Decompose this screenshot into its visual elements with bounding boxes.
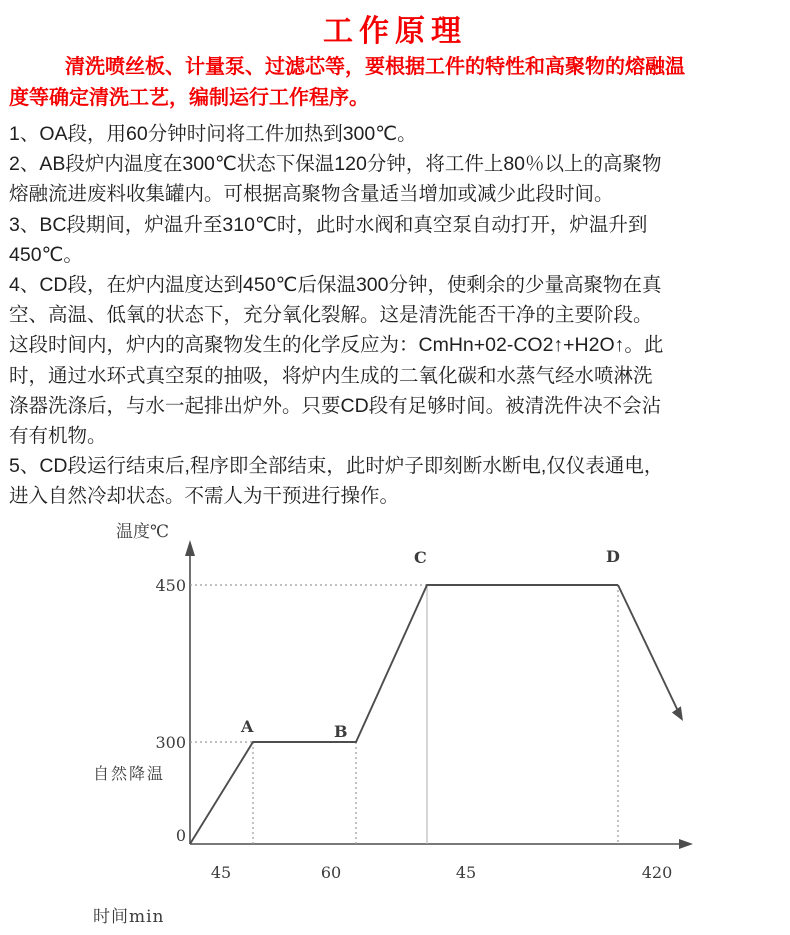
- x-tick-45b: 45: [455, 862, 477, 882]
- y-axis-label: 温度℃: [116, 521, 170, 542]
- cooling-segment: [618, 585, 678, 711]
- point-label-b: B: [334, 721, 348, 741]
- y-tick-450: 450: [155, 575, 186, 595]
- intro-paragraph: [9, 52, 781, 114]
- point-label-d: D: [606, 546, 620, 566]
- temperature-time-chart: [0, 515, 790, 935]
- point-label-a: A: [241, 716, 254, 736]
- body-line-10: 涤器洗涤后，与水一起排出炉外。只要CD段有足够时间。被清洗件决不会沾: [9, 394, 662, 417]
- body-line-8: 这段时间内，炉内的高聚物发生的化学反应为：CmHn+02-CO2↑+H2O↑。此: [9, 334, 664, 357]
- body-line-9: 时，通过水环式真空泵的抽吸，将炉内生成的二氧化碳和水蒸气经水喷淋洗: [9, 364, 653, 387]
- y-tick-0: 0: [175, 825, 186, 845]
- x-axis-label: 时间min: [93, 906, 165, 927]
- body-line-11: 有有机物。: [9, 425, 107, 448]
- x-tick-45a: 45: [210, 862, 232, 882]
- body-line-1: 1、OA段，用60分钟时问将工件加热到300℃。: [9, 123, 417, 145]
- intro-line: 清洗喷丝板、计量泵、过滤芯等，要根据工件的特性和高聚物的熔融温: [65, 56, 685, 78]
- temperature-curve: [190, 585, 618, 844]
- intro-line: 度等确定清洗工艺，编制运行工作程序。: [9, 87, 369, 109]
- x-axis-arrowhead-icon: [679, 839, 693, 849]
- body-line-13: 进入自然冷却状态。不需人为干预进行操作。: [9, 485, 400, 508]
- body-line-2: 2、AB段炉内温度在300℃状态下保温120分钟，将工件上80％以上的高聚物: [9, 153, 662, 176]
- y-axis-arrowhead-icon: [185, 540, 195, 556]
- body-line-6: 4、CD段，在炉内温度达到450℃后保温300分钟，使剩余的少量高聚物在真: [9, 274, 662, 297]
- body-line-4: 3、BC段期间，炉温升至310℃时，此时水阀和真空泵自动打开，炉温升到: [9, 213, 648, 236]
- body-line-5: 450℃。: [9, 243, 83, 266]
- document-page: [0, 6, 790, 935]
- body-line-7: 空、高温、低氧的状态下，充分氧化裂解。这是清洗能否干净的主要阶段。: [9, 304, 653, 327]
- body-line-3: 熔融流进废料收集罐内。可根据高聚物含量适当增加或减少此段时间。: [9, 183, 614, 206]
- point-label-c: C: [414, 547, 427, 567]
- y-tick-300: 300: [155, 732, 186, 752]
- natural-cooling-annotation: 自然降温: [93, 763, 166, 783]
- body-line-12: 5、CD段运行结束后,程序即全部结束，此时炉子即刻断水断电,仅仪表通电，: [9, 455, 664, 478]
- body-text: [9, 119, 781, 512]
- x-tick-420: 420: [641, 862, 673, 882]
- x-tick-60: 60: [320, 862, 342, 882]
- page-title: 工作原理: [323, 15, 467, 48]
